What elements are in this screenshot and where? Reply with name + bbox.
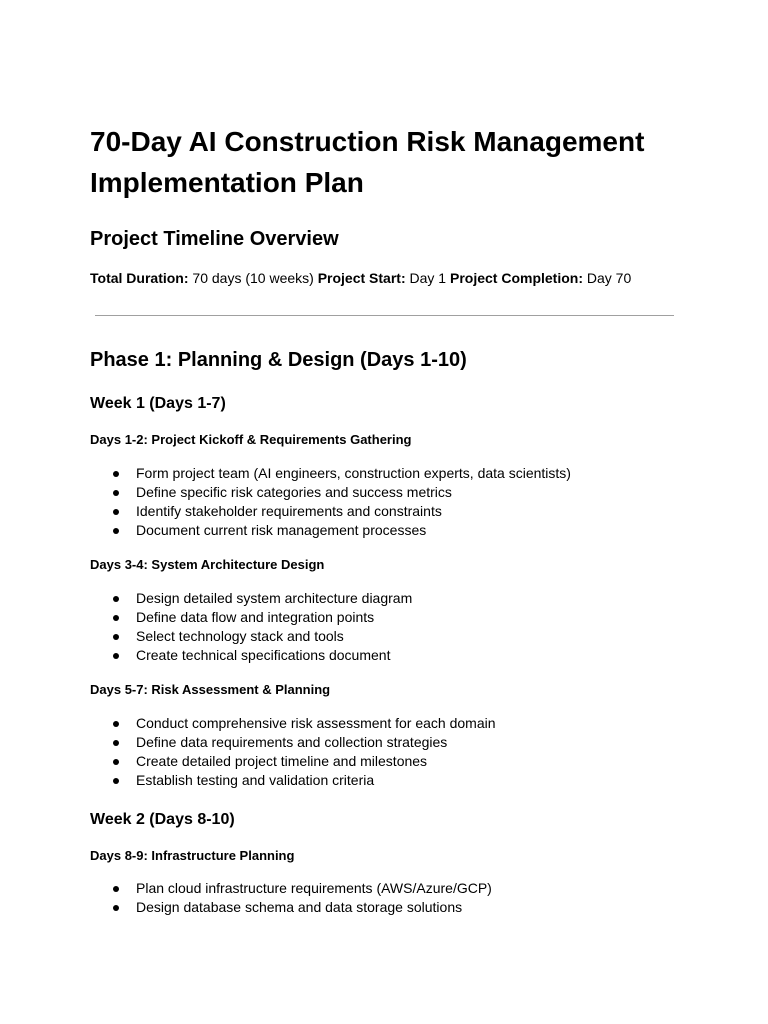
- phase1-heading: Phase 1: Planning & Design (Days 1-10): [90, 349, 467, 371]
- document-page: 70-Day AI Construction Risk Management Implementation Plan Project Timeline Overview Total Duration: 70 days (10 weeks) Project Start: Day 1 Project Completion: Day 70 Phase 1: Planning & Design (Days 1-10) Week 1 (Days 1-7) Days 1-2: Project Kickoff & Requirements Gathering Form project team (AI engineers, construction experts, data scientists) Define specific risk categories and success metrics Identify stakeholder requirements and constraints Document current risk management processes Days 3-4: System Architecture Design Design detailed system architecture diagram Define data flow and integration points Select technology stack and tools Create technical specifications document Days 5-7: Risk Assessment & Planning Conduct comprehensive risk assessment for each domain Define data requirements and collection strategies Create detailed project timeline and milestones Establish testing and validation criteria Week 2 (Days 8-10) Days 8-9: Infrastructure Planning Plan cloud infrastructure requirements (AWS/Azure/GCP) Design database schema and data storage solutions: [0, 0, 768, 1024]
- bullet-dot-icon: [113, 490, 119, 496]
- bullet-dot-icon: [113, 886, 119, 892]
- bullet-dot-icon: [113, 759, 119, 765]
- bullet-dot-icon: [113, 528, 119, 534]
- project-completion-label: Project Completion:: [449, 270, 583, 286]
- week2-heading: Week 2 (Days 8-10): [90, 811, 235, 828]
- bullet-dot-icon: [113, 740, 119, 746]
- bullet-dot-icon: [113, 778, 119, 784]
- project-start-label: Project Start:: [317, 270, 406, 286]
- section-heading-days-5-7: Days 5-7: Risk Assessment & Planning: [90, 682, 331, 697]
- bullet-dot-icon: [113, 471, 119, 477]
- project-completion-value: Day 70: [586, 270, 632, 286]
- total-duration-label: Total Duration:: [90, 270, 189, 286]
- timeline-summary: [90, 270, 631, 287]
- bullet-dot-icon: [113, 615, 119, 621]
- total-duration-value: 70 days (10 weeks): [192, 270, 314, 286]
- horizontal-divider: [95, 315, 674, 316]
- document-title: 70-Day AI Construction Risk Management Implementation Plan: [90, 126, 645, 198]
- bullet-dot-icon: [113, 509, 119, 515]
- bullet-dot-icon: [113, 905, 119, 911]
- bullet-dot-icon: [113, 596, 119, 602]
- section-heading-days-8-9: Days 8-9: Infrastructure Planning: [90, 848, 295, 863]
- bullet-dot-icon: [113, 653, 119, 659]
- project-start-value: Day 1: [409, 270, 447, 286]
- bullet-dot-icon: [113, 634, 119, 640]
- bullet-dot-icon: [113, 721, 119, 727]
- week1-heading: Week 1 (Days 1-7): [90, 395, 226, 412]
- overview-heading: Project Timeline Overview: [90, 228, 339, 250]
- section-heading-days-3-4: Days 3-4: System Architecture Design: [90, 557, 325, 572]
- section-heading-days-1-2: Days 1-2: Project Kickoff & Requirements Gathering: [90, 432, 412, 447]
